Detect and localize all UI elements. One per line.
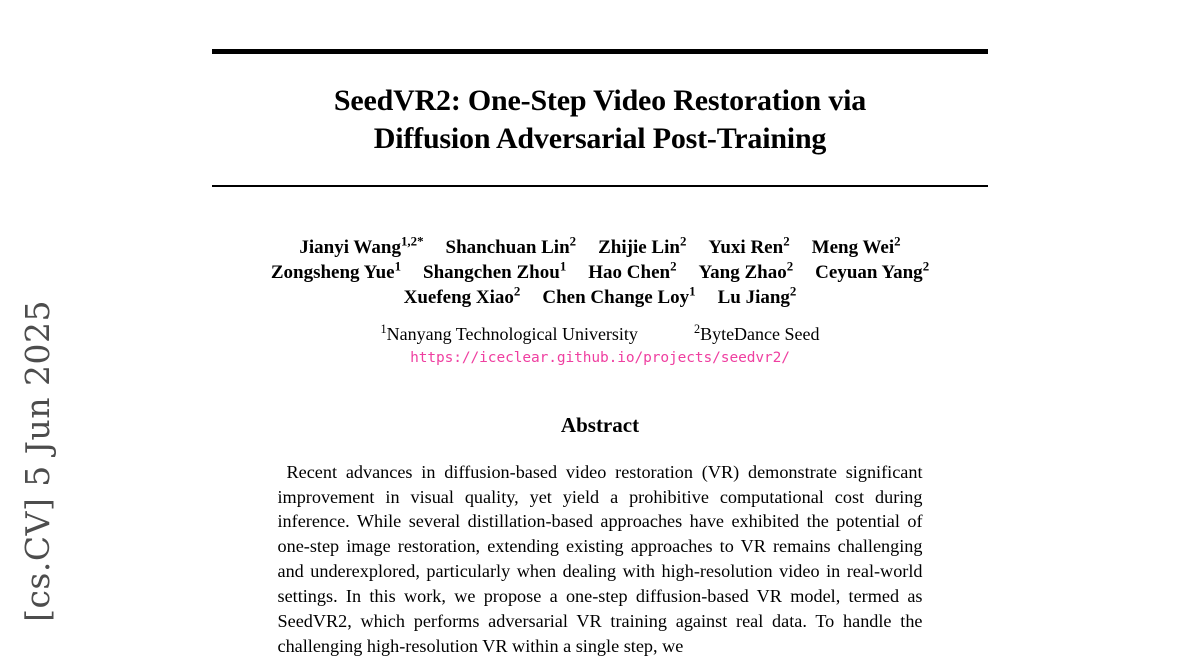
- title-bottom-rule: [212, 185, 988, 187]
- author-affiliation-marker: 1: [689, 283, 696, 299]
- author-affiliation-marker: 2: [894, 233, 901, 249]
- title-line-2: Diffusion Adversarial Post-Training: [373, 122, 827, 156]
- project-page-link[interactable]: https://iceclear.github.io/projects/seedvr2/: [410, 349, 790, 366]
- page-title: [212, 82, 988, 159]
- author-affiliation-marker: 2: [789, 283, 797, 299]
- affiliation-item: $^1$Nanyang Technological University: [380, 321, 638, 344]
- title-line-1: SeedVR2: One-Step Video Restoration via: [333, 84, 867, 117]
- author-name: Meng Wei$^2$: [811, 233, 901, 258]
- author-affiliation-marker: 1: [394, 258, 402, 274]
- author-row: [212, 285, 988, 310]
- paper-page: [212, 0, 988, 657]
- author-affiliation-marker: 1: [559, 258, 567, 274]
- author-name: Xuefeng Xiao$^2$: [403, 283, 521, 309]
- abstract-body: [278, 460, 923, 659]
- affiliation-item: $^2$ByteDance Seed: [693, 321, 820, 344]
- author-name: Lu Jiang$^2$: [717, 283, 797, 309]
- author-name: Yang Zhao$^2$: [698, 258, 794, 284]
- author-list: [212, 235, 988, 311]
- author-affiliation-marker: 2: [786, 258, 794, 274]
- author-affiliation-marker: 2: [569, 233, 577, 249]
- author-name: Jianyi Wang$^{1,2*}$: [299, 233, 424, 258]
- author-name: Chen Change Loy$^1$: [542, 283, 696, 309]
- author-affiliation-marker: 2: [922, 258, 930, 274]
- author-affiliation-marker: 2: [679, 233, 687, 249]
- author-name: Zhijie Lin$^2$: [598, 233, 687, 258]
- author-name: Hao Chen$^2$: [588, 258, 677, 284]
- author-affiliation-marker: 2: [513, 283, 521, 299]
- affiliation-list: [212, 321, 988, 345]
- abstract-paragraph: Recent advances in diffusion-based video restoration (VR) demonstrate significant improvement in visual quality, yet yield a prohibitive computational cost during inference. While several distillation-based approaches have exhibited the potential of one-step image restoration, extending existing approaches to VR remains challenging and underexplored, particularly when dealing with high-resolution video in real-world settings. In this work, we propose a one-step diffusion-based VR model, termed as SeedVR2, which performs adversarial VR training against real data. To handle the challenging high-resolution VR within a single step, we: [277, 461, 923, 657]
- author-affiliation-marker: 2: [670, 258, 677, 274]
- author-affiliation-marker: 1,2*: [400, 233, 424, 249]
- author-name: Zongsheng Yue$^1$: [270, 258, 402, 284]
- author-row: [212, 260, 988, 285]
- author-name: Ceyuan Yang$^2$: [815, 258, 930, 284]
- author-name: Yuxi Ren$^2$: [708, 233, 790, 258]
- abstract-heading: Abstract: [560, 412, 640, 437]
- author-affiliation-marker: 2: [783, 233, 790, 249]
- affiliation-marker: 2: [693, 321, 701, 336]
- author-row: [212, 235, 988, 260]
- author-name: Shanchuan Lin$^2$: [445, 233, 577, 258]
- title-top-rule: [212, 49, 988, 54]
- affiliation-marker: 1: [380, 321, 387, 336]
- arxiv-identifier-stamp: [cs.CV] 5 Jun 2025: [18, 300, 57, 622]
- author-name: Shangchen Zhou$^1$: [423, 258, 567, 284]
